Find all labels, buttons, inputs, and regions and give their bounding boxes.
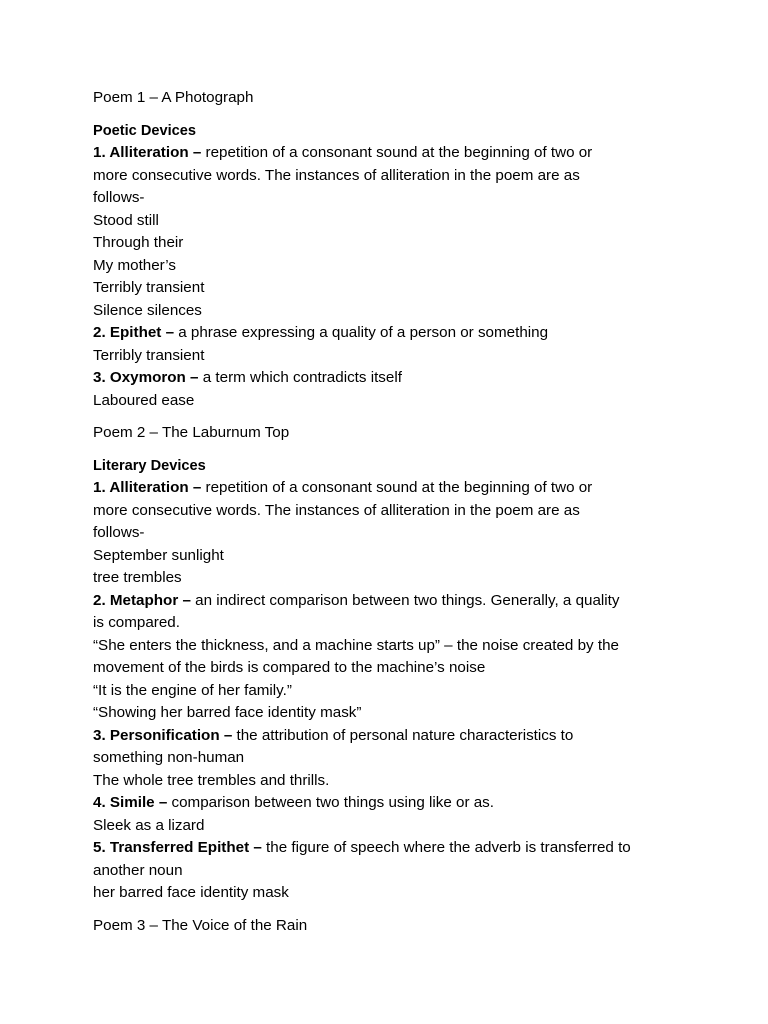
- poem2-transferred-epithet-def-1: the figure of speech where the adverb is transferred to: [261, 839, 631, 856]
- poem1-alliteration-def: [93, 142, 768, 165]
- poem1-oxymoron-def-text: a term which contradicts itself: [198, 369, 402, 386]
- poem2-alliteration-def-3: follows-: [93, 524, 145, 541]
- poem2-simile-def-text: comparison between two things using like or as.: [167, 794, 494, 811]
- poem2-title: Poem 2 – The Laburnum Top: [93, 424, 290, 441]
- poem1-oxymoron-term: 3. Oxymoron –: [93, 369, 199, 386]
- poem1-oxymoron-example: Laboured ease: [93, 391, 195, 409]
- poem2-metaphor-def: [93, 590, 768, 613]
- poem2-metaphor-term: 2. Metaphor –: [93, 591, 191, 609]
- poem2-personification-def: [93, 725, 768, 748]
- poem2-metaphor-example: “She enters the thickness, and a machine starts up” – the noise created by the: [93, 636, 619, 654]
- poem2-personification-def-2: something non-human: [93, 749, 245, 766]
- poem2-alliteration-term: 1. Alliteration –: [93, 479, 202, 496]
- poem2-metaphor-def-2: is compared.: [93, 614, 180, 631]
- poem1-epithet-example: Terribly transient: [93, 346, 205, 364]
- poem2-metaphor-example: movement of the birds is compared to the machine’s noise: [93, 659, 486, 676]
- poem2-personification-def-1: the attribution of personal nature characteristics to: [232, 726, 574, 744]
- poem2-transferred-epithet-def: [93, 837, 768, 860]
- poem1-alliteration-example: Silence silences: [93, 301, 202, 319]
- poem1-alliteration-example: Through their: [93, 234, 184, 251]
- poem2-alliteration-example: tree trembles: [93, 569, 182, 586]
- poem1-alliteration-example: Terribly transient: [93, 279, 205, 296]
- poem2-alliteration-example: September sunlight: [93, 546, 224, 564]
- poem1-alliteration-def-3: follows-: [93, 189, 145, 206]
- poem2-alliteration-def-1: repetition of a consonant sound at the beginning of two or: [201, 479, 593, 496]
- poem2-alliteration-def: [93, 477, 768, 500]
- poem2-simile-def: [93, 792, 768, 815]
- poem2-transferred-epithet-term: 5. Transferred Epithet –: [93, 839, 262, 856]
- poem2-alliteration-def-2: more consecutive words. The instances of alliteration in the poem are as: [93, 501, 580, 519]
- poem1-alliteration-def-2: more consecutive words. The instances of alliteration in the poem are as: [93, 166, 580, 184]
- poem2-personification-term: 3. Personification –: [93, 726, 233, 744]
- poem2-devices-heading: Literary Devices: [93, 457, 206, 474]
- poem2-simile-term: 4. Simile –: [93, 794, 168, 811]
- poem2-metaphor-def-1: an indirect comparison between two things. Generally, a quality: [190, 591, 620, 609]
- poem2-personification-example: The whole tree trembles and thrills.: [93, 771, 330, 789]
- poem1-alliteration-term: 1. Alliteration –: [93, 144, 202, 161]
- poem1-alliteration-example: Stood still: [93, 211, 159, 229]
- poem2-metaphor-example: “It is the engine of her family.”: [93, 681, 292, 699]
- poem2-metaphor-example: “Showing her barred face identity mask”: [93, 704, 362, 721]
- poem2-transferred-epithet-example: her barred face identity mask: [93, 884, 289, 901]
- poem1-title: Poem 1 – A Photograph: [93, 89, 254, 106]
- poem2-transferred-epithet-def-2: another noun: [93, 861, 183, 879]
- poem2-simile-example: Sleek as a lizard: [93, 816, 205, 834]
- poem1-epithet-def-text: a phrase expressing a quality of a person or something: [174, 324, 549, 341]
- poem1-oxymoron-def: [93, 367, 768, 390]
- poem3-title: Poem 3 – The Voice of the Rain: [93, 916, 308, 934]
- poem1-alliteration-def-1: repetition of a consonant sound at the beginning of two or: [201, 144, 593, 161]
- poem1-epithet-term: 2. Epithet –: [93, 324, 175, 341]
- poem1-epithet-def: [93, 322, 768, 345]
- poem1-alliteration-example: My mother’s: [93, 256, 176, 274]
- poem1-devices-heading: Poetic Devices: [93, 122, 197, 139]
